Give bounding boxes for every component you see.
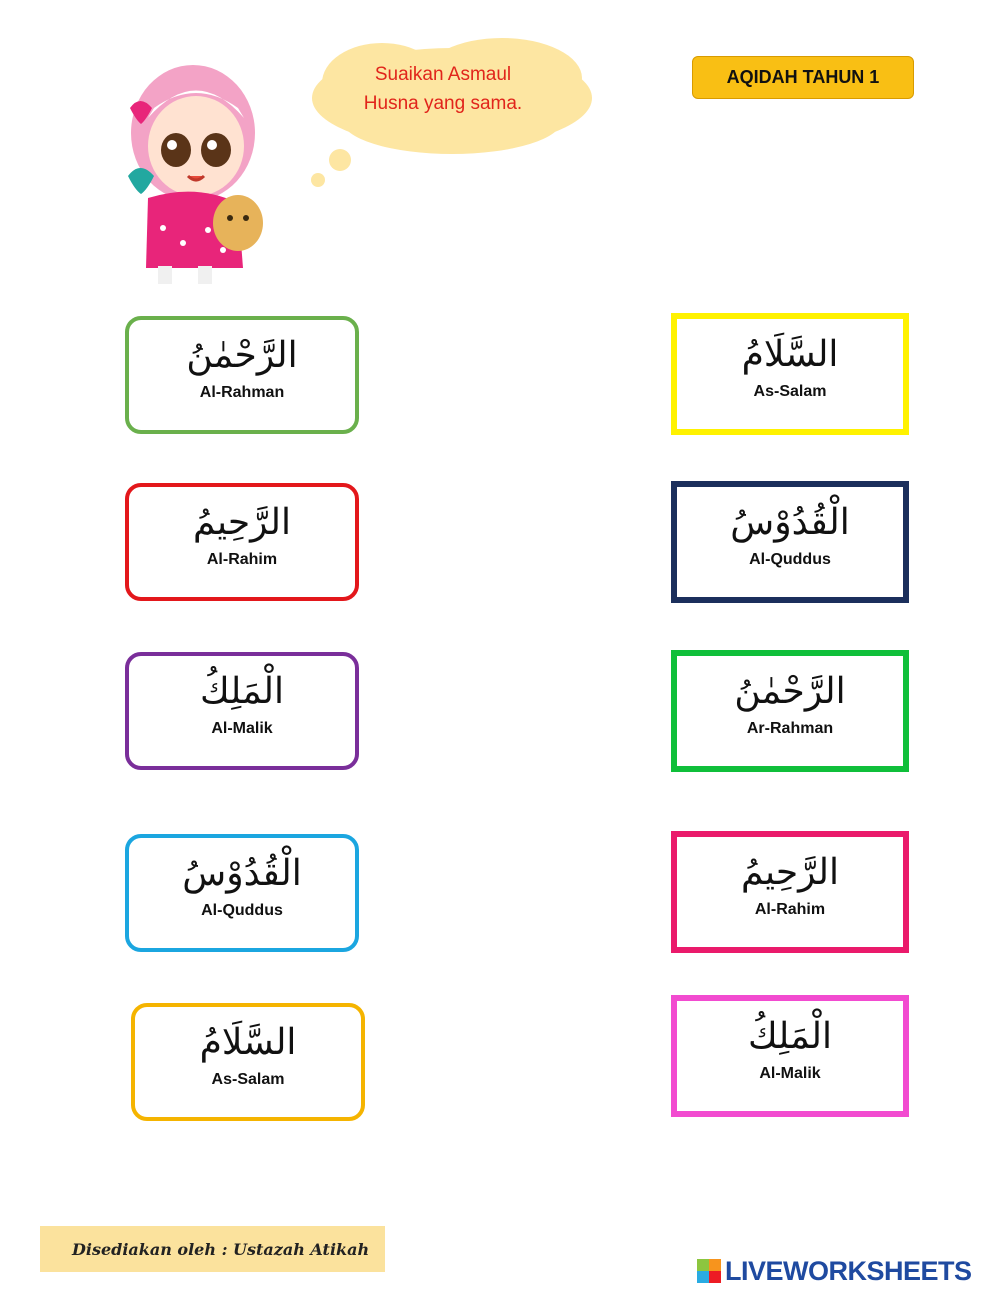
right-card-4-arabic: الرَّحِيمُ <box>741 852 839 893</box>
left-card-1-latin: Al-Rahman <box>199 384 285 401</box>
page-title: AQIDAH TAHUN 1 <box>692 56 914 99</box>
left-card-1-arabic: الرَّحْمٰنُ <box>186 335 298 376</box>
right-card-5[interactable] <box>671 995 909 1117</box>
left-card-5-arabic: السَّلَامُ <box>199 1022 297 1063</box>
right-card-3[interactable] <box>671 650 909 772</box>
right-card-5-arabic: الْمَلِكُ <box>747 1016 833 1057</box>
right-card-1-latin: As-Salam <box>753 383 827 400</box>
liveworksheets-brand[interactable] <box>697 1254 972 1288</box>
left-card-2-latin: Al-Rahim <box>206 551 278 568</box>
left-card-2[interactable] <box>125 483 359 601</box>
right-card-4-latin: Al-Rahim <box>754 901 826 918</box>
left-card-2-arabic: الرَّحِيمُ <box>193 502 291 543</box>
left-card-5[interactable] <box>131 1003 365 1121</box>
author-credit: Disediakan oleh : Ustazah Atikah <box>40 1226 385 1272</box>
left-card-4-arabic: الْقُدُوْسُ <box>182 853 302 894</box>
right-card-1-arabic: السَّلَامُ <box>741 334 839 375</box>
left-card-5-latin: As-Salam <box>211 1071 285 1088</box>
left-card-3-arabic: الْمَلِكُ <box>199 671 285 712</box>
left-card-3[interactable] <box>125 652 359 770</box>
left-card-3-latin: Al-Malik <box>211 720 273 737</box>
brand-name: LIVEWORKSHEETS <box>725 1255 972 1286</box>
right-card-2-latin: Al-Quddus <box>749 551 831 568</box>
thought-bubble <box>302 28 602 228</box>
bubble-line-2: Husna yang sama. <box>363 93 523 114</box>
speech-bubble-text <box>338 60 548 118</box>
right-card-2[interactable] <box>671 481 909 603</box>
right-card-3-latin: Ar-Rahman <box>746 720 834 737</box>
right-card-3-arabic: الرَّحْمٰنُ <box>734 671 846 712</box>
left-card-4-latin: Al-Quddus <box>201 902 283 919</box>
right-card-2-arabic: الْقُدُوْسُ <box>730 502 850 543</box>
hijab-girl-illustration <box>118 58 288 288</box>
left-card-1[interactable] <box>125 316 359 434</box>
right-card-5-latin: Al-Malik <box>759 1065 821 1082</box>
left-card-4[interactable] <box>125 834 359 952</box>
right-card-1[interactable] <box>671 313 909 435</box>
bubble-line-1: Suaikan Asmaul <box>374 64 512 85</box>
liveworksheets-logo-icon <box>697 1259 721 1283</box>
right-card-4[interactable] <box>671 831 909 953</box>
